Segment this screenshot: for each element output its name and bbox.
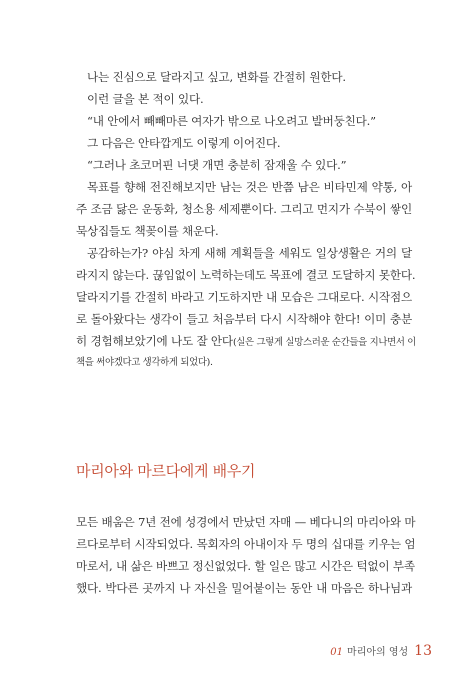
- body-text-lower: [76, 511, 416, 599]
- body-line: 로 돌아왔다는 생각이 들고 처음부터 다시 시작해야 한다! 이미 충분: [76, 312, 412, 326]
- section-heading: 마리아와 마르다에게 배우기: [76, 462, 256, 480]
- body-line: 그 다음은 안타깝게도 이렇게 이어진다.: [87, 136, 281, 150]
- body-line: [76, 330, 417, 352]
- body-line: 주 조금 닳은 운동화, 청소용 세제뿐이다. 그리고 먼지가 수북이 쌓인: [76, 202, 412, 216]
- body-line: 공감하는가? 야심 차게 새해 계획들을 세워도 일상생활은 거의 달: [87, 246, 412, 260]
- body-line: 모든 배움은 7년 전에 성경에서 만났던 자매 — 베다니의 마리아와 마: [76, 515, 416, 529]
- quote-line: “그러나 초코머핀 너댓 개면 충분히 잠재울 수 있다.”: [87, 158, 347, 172]
- chapter-number: 01: [330, 647, 344, 658]
- body-line: 마로서, 내 삶은 바쁘고 정신없었다. 할 일은 많고 시간은 턱없이 부족: [76, 559, 415, 573]
- body-line: 라지지 않는다. 끊임없이 노력하는데도 목표에 결코 도달하지 못한다.: [76, 268, 416, 282]
- body-line: 했다. 박다른 곳까지 나 자신을 밀어붙이는 동안 내 마음은 하나님과: [76, 581, 412, 595]
- parenthetical-note: (실은 그렇게 실망스러운 순간들을 지나면서 이: [232, 337, 417, 348]
- body-line: 이런 글을 본 적이 있다.: [87, 92, 204, 106]
- body-line: 달라지기를 간절히 바라고 기도하지만 내 모습은 그대로다. 시작점으: [76, 290, 412, 304]
- body-line: 나는 진심으로 달라지고 싶고, 변화를 간절히 원한다.: [87, 70, 346, 84]
- body-text-upper: [76, 66, 417, 374]
- quote-line: “내 안에서 빼빼마른 여자가 밖으로 나오려고 발버둥친다.”: [87, 114, 376, 128]
- parenthetical-note-end: 책을 써야겠다고 생각하게 되었다).: [76, 357, 213, 368]
- body-line: 묵상집들도 책꽂이를 채운다.: [76, 224, 219, 238]
- page-footer: [330, 643, 432, 659]
- body-line-main: 히 경험해보았기에 나도 잘 안다: [76, 334, 233, 348]
- chapter-title: 마리아의 영성: [347, 647, 409, 658]
- page-number: 13: [414, 643, 432, 659]
- body-line: 목표를 향해 전진해보지만 남는 것은 반쯤 남은 비타민제 약통, 아: [87, 180, 412, 194]
- body-line: 르다로부터 시작되었다. 목회자의 아내이자 두 명의 십대를 키우는 엄: [76, 537, 416, 551]
